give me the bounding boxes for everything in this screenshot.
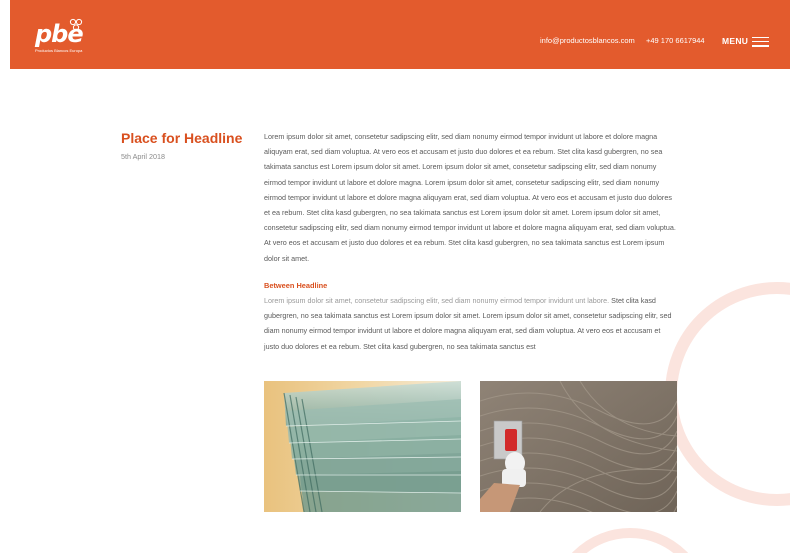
tile-adhesive-image bbox=[480, 381, 677, 512]
phone-link[interactable]: +49 170 6617944 bbox=[646, 36, 705, 45]
logo-text: pbe bbox=[35, 20, 83, 48]
article-date: 5th April 2018 bbox=[121, 152, 165, 161]
glass-panes-image bbox=[264, 381, 461, 512]
logo-dots-icon bbox=[68, 18, 88, 32]
page-frame bbox=[10, 0, 790, 553]
decorative-arc bbox=[665, 282, 790, 506]
logo-tagline: Productos Blancos Europa bbox=[35, 48, 83, 53]
decorative-arc-bottom bbox=[550, 528, 710, 553]
article-headline: Place for Headline bbox=[121, 130, 243, 146]
article-subheadline: Between Headline bbox=[264, 281, 328, 290]
article-body-2-text: Stet clita kasd gubergren, no sea takimata sanctus est Lorem ipsum dolor sit amet. Lorem ipsum dolor sit amet, consetetur sadipscing elitr, sed diam nonumy eirmod tempor invidunt ut labore et dolore magna aliquyam erat, sed diam voluptua. At vero eos et accusam et justo duo dolores et ea rebum. Stet clita kasd gubergren, no sea takimata sanctus est bbox=[264, 296, 672, 351]
menu-label[interactable]: MENU bbox=[722, 36, 749, 46]
email-link[interactable]: info@productosblancos.com bbox=[540, 36, 635, 45]
article-body-2 bbox=[264, 293, 676, 354]
logo[interactable] bbox=[35, 18, 93, 58]
article-body-2-muted: Lorem ipsum dolor sit amet, consetetur sadipscing elitr, sed diam nonumy eirmod tempor invidunt unt labore. bbox=[264, 296, 610, 305]
hamburger-icon[interactable] bbox=[752, 37, 769, 47]
site-header bbox=[10, 0, 790, 69]
article-body: Lorem ipsum dolor sit amet, consetetur sadipscing elitr, sed diam nonumy eirmod tempor invidunt ut labore et dolore magna aliquyam erat, sed diam voluptua. At vero eos et accusam et justo duo dolores et ea rebum. Stet clita kasd gubergren, no sea takimata sanctus est Lorem ipsum dolor sit amet. Lorem ipsum dolor sit amet, consetetur sadipscing elitr, sed diam nonumy eirmod tempor invidunt ut labore et dolore magna. Lorem ipsum dolor sit amet, consetetur sadipscing elitr, sed diam nonumy eirmod tempor invidunt ut labore et dolore magna aliquyam erat, sed diam voluptua. At vero eos et accusam et justo duo dolores et ea rebum. Stet clita kasd gubergren, no sea takimata sanctus est Lorem ipsum dolor sit amet. Lorem ipsum dolor sit amet, consetetur sadipscing elitr, sed diam nonumy eirmod tempor invidunt ut labore et dolore magna aliquyam erat, sed diam voluptua. At vero eos et accusam et justo duo dolores et ea rebum. Stet clita kasd gubergren, no sea takimata sanctus est Lorem ipsum dolor sit amet. bbox=[264, 132, 676, 263]
